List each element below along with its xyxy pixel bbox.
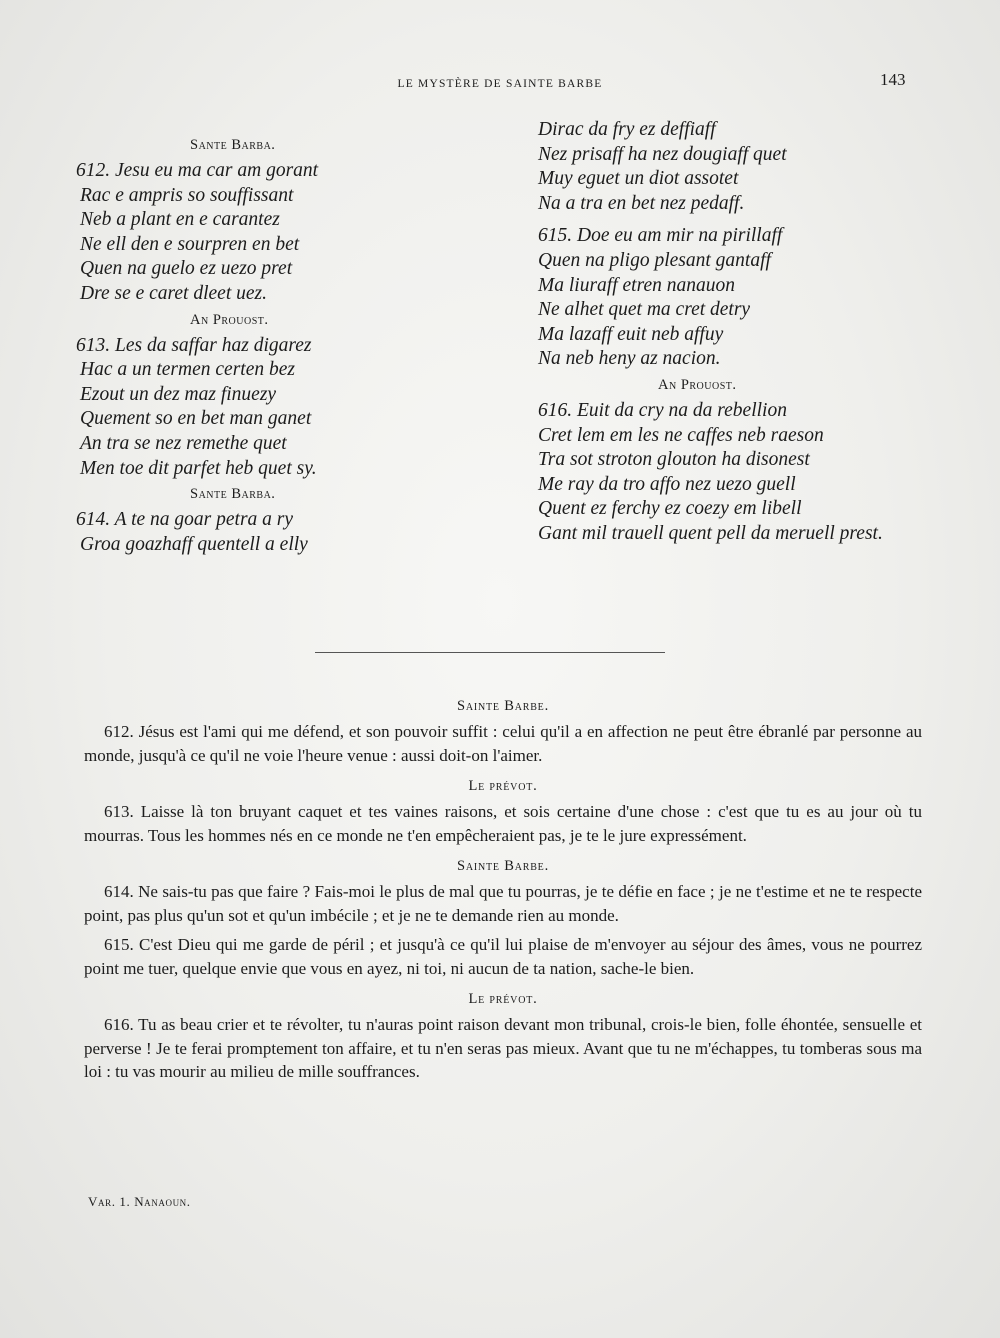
verse-line: 612. Jesu eu ma car am gorant — [76, 160, 319, 181]
section-divider — [315, 652, 665, 653]
stanza-gap — [538, 216, 883, 224]
running-title: LE MYSTÈRE DE SAINTE BARBE — [397, 78, 603, 90]
breton-text-right-column — [538, 118, 883, 547]
verse-line: Quent ez ferchy ez coezy em libell — [538, 498, 802, 520]
verse-line: 614. A te na goar petra a ry — [76, 509, 294, 531]
translation-paragraph: 615. C'est Dieu qui me garde de péril ; et jusqu'à ce qu'il lui plaise de m'envoyer au séjour des âmes, vous ne pourrez point me tuer, quelque envie que vous en ayez, ni toi, ni aucun de ta nation, sache-le bien. — [84, 935, 922, 978]
speaker-heading: An Prouost. — [658, 376, 737, 393]
speaker-heading: Le prévot. — [468, 991, 538, 1007]
verse-line: Me ray da tro affo nez uezo guell — [538, 473, 796, 495]
verse-line: An tra se nez remethe quet — [80, 432, 287, 454]
verse-line: Dre se e caret dleet uez. — [80, 282, 267, 304]
verse-line: Tra sot stroton glouton ha disonest — [538, 449, 810, 471]
breton-text-left-column — [76, 132, 319, 557]
verse-line: Groa goazhaff quentell a elly — [80, 533, 308, 555]
verse-line: Nez prisaff ha nez dougiaff quet — [538, 143, 787, 165]
translation-paragraph: 613. Laisse là ton bruyant caquet et tes vaines raisons, et sois certaine d'une chose : c'est que tu es au jour où tu mourras. Tous les hommes nés en ce monde ne t'en empêcheraient pas, je te le jure expressément. — [84, 802, 922, 845]
verse-line: Cret lem em les ne caffes neb raeson — [538, 424, 824, 446]
verse-line: Gant mil trauell quent pell da meruell prest. — [538, 522, 883, 544]
page-number: 143 — [880, 70, 906, 89]
verse-line: 615. Doe eu am mir na pirillaff — [538, 225, 783, 247]
verse-line: Ne alhet quet ma cret detry — [538, 299, 751, 321]
verse-line: 616. Euit da cry na da rebellion — [538, 399, 787, 421]
speaker-heading: Le prévot. — [468, 778, 538, 794]
speaker-heading: Sante Barba. — [190, 486, 276, 503]
verse-line: Na a tra en bet nez pedaff. — [538, 192, 745, 214]
verse-line: Ma lazaff euit neb affuy — [538, 323, 724, 345]
speaker-heading: Sante Barba. — [190, 137, 276, 153]
verse-line: Dirac da fry ez deffiaff — [538, 119, 716, 140]
verse-line: Rac e ampris so souffissant — [80, 184, 294, 206]
translation-paragraph: 612. Jésus est l'ami qui me défend, et son pouvoir suffit : celui qu'il a en affection ne peut être ébranlé par personne au monde, jusqu'à ce qu'il ne voie l'heure venue : aussi doit-on l'aimer. — [84, 722, 922, 765]
verse-line: Hac a un termen certen bez — [80, 359, 295, 381]
verse-line: Men toe dit parfet heb quet sy. — [80, 457, 317, 479]
speaker-heading: Sainte Barbe. — [456, 698, 550, 714]
translation-paragraph: 616. Tu as beau crier et te révolter, tu n'auras point raison devant mon tribunal, crois-le bien, folle éhontée, sensuelle et perverse ! Je te ferai promptement ton affaire, et tu n'en seras pas mieux. Avant que tu ne m'échappes, tu tomberas sous ma loi : tu vas mourir au milieu de mille souffrances. — [84, 1015, 922, 1081]
verse-line: Quement so en bet man ganet — [80, 408, 312, 430]
footnote: Var. 1. Nanaoun. — [88, 1194, 191, 1209]
french-translation — [84, 693, 922, 1090]
verse-line: Ne ell den e sourpren en bet — [80, 233, 300, 255]
speaker-heading: Sainte Barbe. — [456, 858, 550, 874]
verse-line: Neb a plant en e carantez — [80, 209, 280, 231]
verse-line: Na neb heny az nacion. — [538, 348, 721, 370]
speaker-heading: An Prouost. — [190, 311, 269, 328]
verse-line: 613. Les da saffar haz digarez — [76, 334, 312, 356]
verse-line: Ezout un dez maz finuezy — [80, 383, 277, 405]
translation-paragraph: 614. Ne sais-tu pas que faire ? Fais-moi le plus de mal que tu pourras, je te défie en face ; je ne t'estime et ne te respecte point, pas plus qu'un sot et qu'un imbécile ; et je ne te demande rien au monde. — [84, 882, 922, 925]
verse-line: Quen na guelo ez uezo pret — [80, 258, 293, 280]
verse-line: Ma liuraff etren nanauon — [538, 274, 735, 296]
verse-line: Quen na pligo plesant gantaff — [538, 249, 771, 271]
verse-line: Muy eguet un diot assotet — [538, 168, 739, 190]
